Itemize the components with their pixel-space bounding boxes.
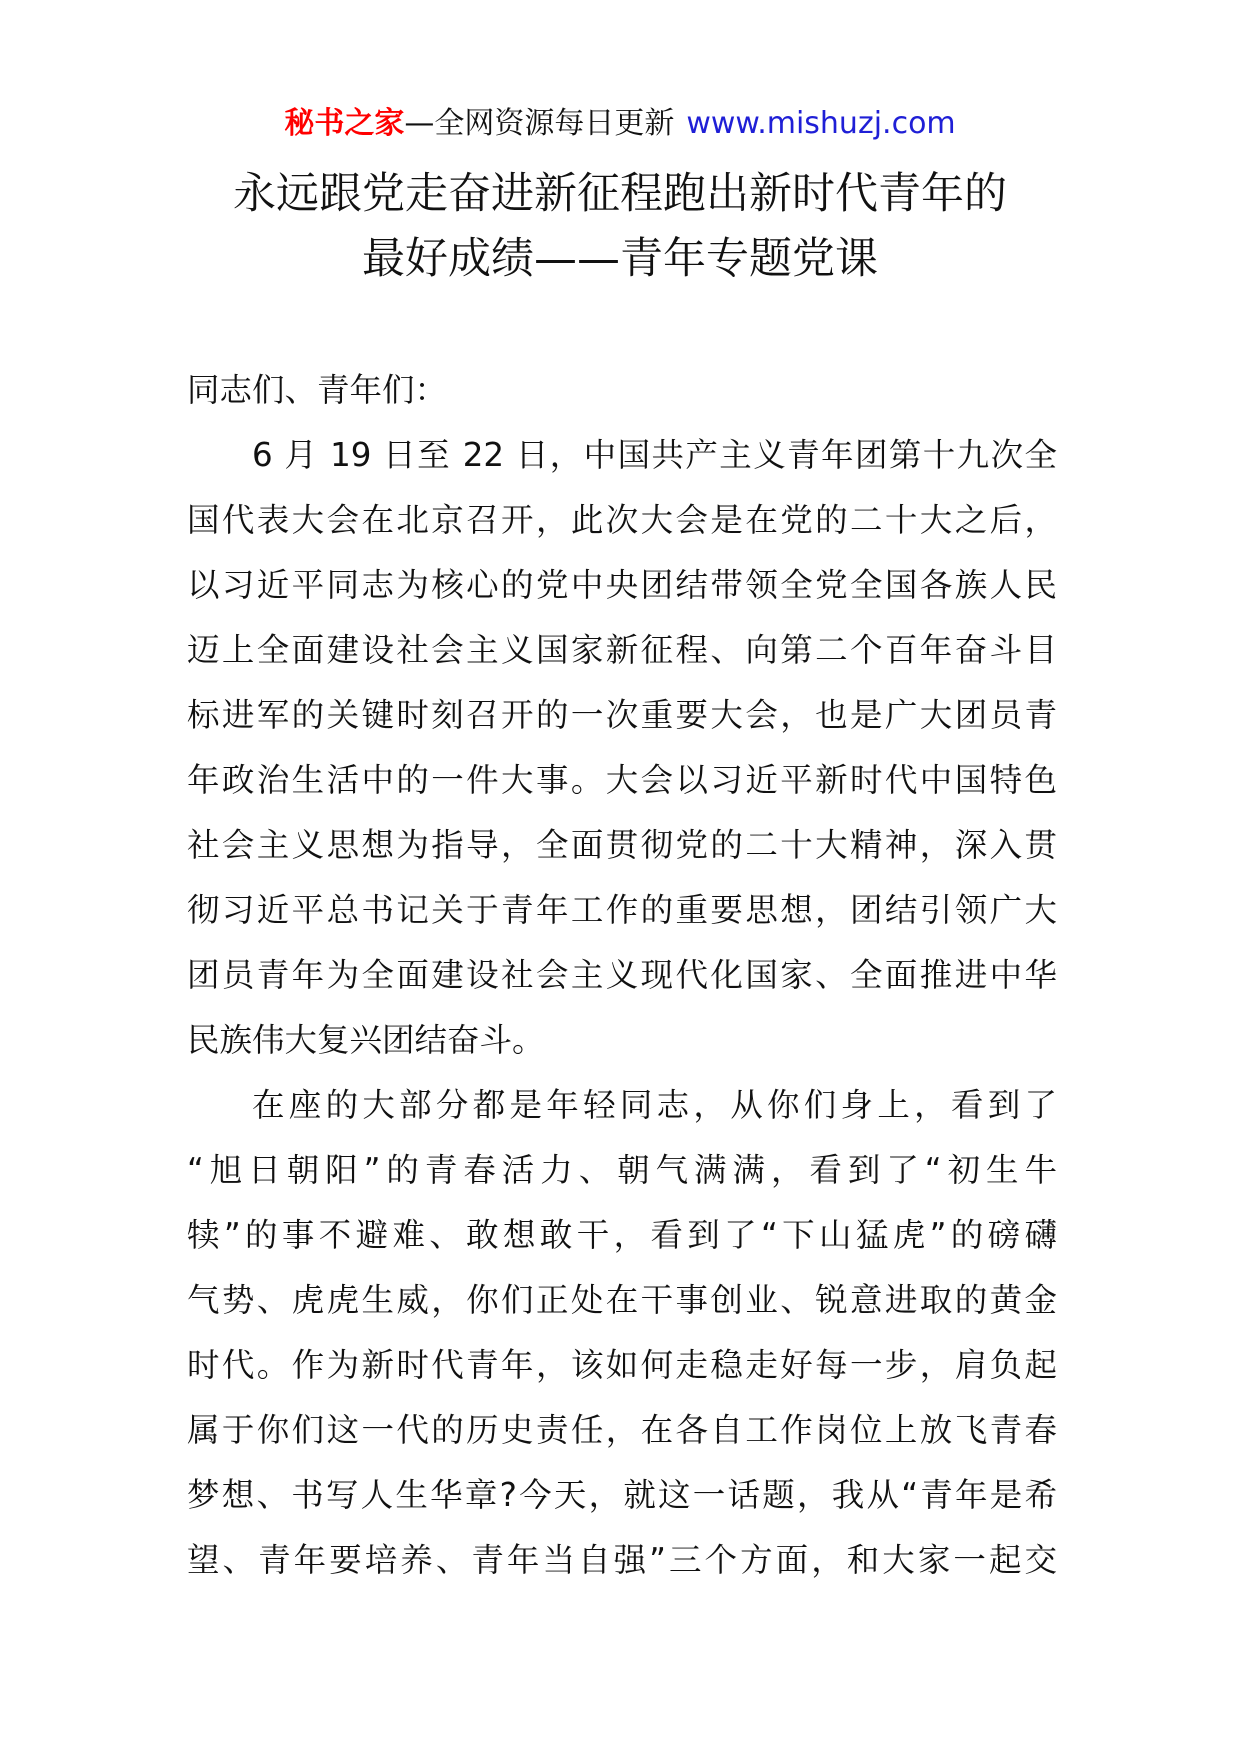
paragraph-line: 团员青年为全面建设社会主义现代化国家、全面推进中华 xyxy=(187,956,1057,994)
paragraph-line: 国代表大会在北京召开，此次大会是在党的二十大之后， xyxy=(187,501,1057,539)
paragraph-line: 彻习近平总书记关于青年工作的重要思想，团结引领广大 xyxy=(187,891,1057,929)
paragraph-line: 犊”的事不避难、敢想敢干，看到了“下山猛虎”的磅礴 xyxy=(187,1216,1057,1254)
paragraph-line: 标进军的关键时刻召开的一次重要大会，也是广大团员青 xyxy=(187,696,1057,734)
paragraph-line: 气势、虎虎生威，你们正处在干事创业、锐意进取的黄金 xyxy=(187,1281,1057,1319)
header-tagline: —全网资源每日更新 xyxy=(404,106,675,141)
paragraph-line: 望、青年要培养、青年当自强”三个方面，和大家一起交 xyxy=(187,1541,1057,1579)
document-body xyxy=(187,358,1057,1593)
brand-name: 秘书之家 xyxy=(284,106,405,141)
paragraph-line: 属于你们这一代的历史责任，在各自工作岗位上放飞青春 xyxy=(187,1411,1057,1449)
paragraph-2 xyxy=(187,1073,1057,1593)
watermark-header xyxy=(0,102,1240,146)
paragraph-line: 迈上全面建设社会主义国家新征程、向第二个百年奋斗目 xyxy=(187,631,1057,669)
paragraph-line: 时代。作为新时代青年，该如何走稳走好每一步，肩负起 xyxy=(187,1346,1057,1384)
paragraph-line: 在座的大部分都是年轻同志，从你们身上，看到了 xyxy=(252,1086,1057,1124)
title-line-2: 最好成绩——青年专题党课 xyxy=(362,234,878,284)
paragraph-line: 年政治生活中的一件大事。大会以习近平新时代中国特色 xyxy=(187,761,1057,799)
document-title xyxy=(120,162,1120,292)
site-url-link[interactable]: www.mishuzj.com xyxy=(686,106,956,141)
paragraph-1 xyxy=(187,423,1057,1073)
paragraph-line: 6 月 19 日至 22 日，中国共产主义青年团第十九次全 xyxy=(252,436,1057,474)
paragraph-line: 以习近平同志为核心的党中央团结带领全党全国各族人民 xyxy=(187,566,1057,604)
paragraph-line: 民族伟大复兴团结奋斗。 xyxy=(187,1021,545,1059)
salutation: 同志们、青年们： xyxy=(187,371,448,409)
paragraph-line: 社会主义思想为指导，全面贯彻党的二十大精神，深入贯 xyxy=(187,826,1057,864)
paragraph-line: “旭日朝阳”的青春活力、朝气满满，看到了“初生牛 xyxy=(187,1151,1057,1189)
paragraph-line: 梦想、书写人生华章?今天，就这一话题，我从“青年是希 xyxy=(187,1476,1057,1514)
title-line-1: 永远跟党走奋进新征程跑出新时代青年的 xyxy=(233,169,1007,219)
